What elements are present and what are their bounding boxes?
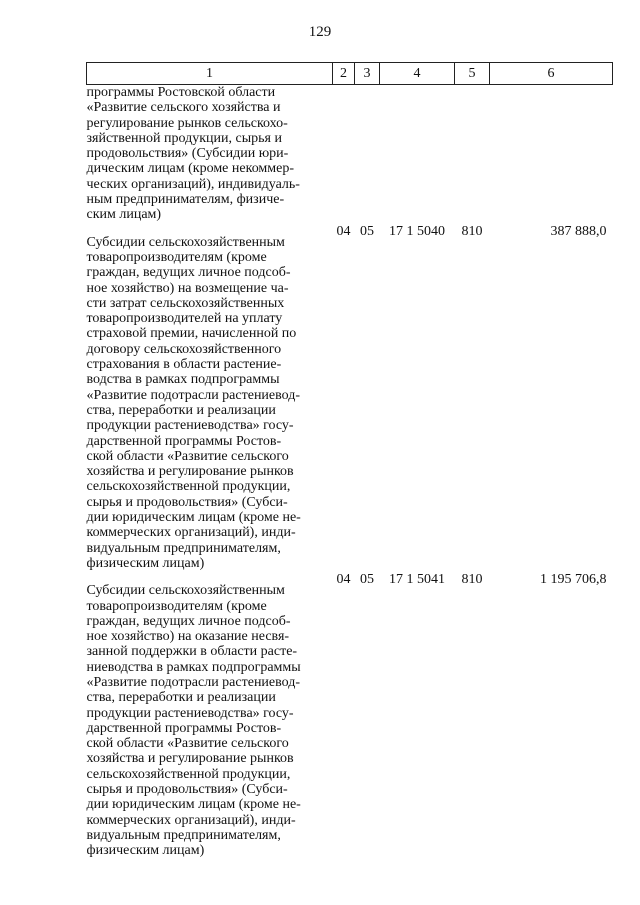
subsection-code: 05 (360, 223, 374, 239)
row-description: программы Ростовской области «Развитие сельского хозяйства и регулирование рынков сельскохо- зяйственной продукции, сырья и продовольствия» (Субсидии юри- дическим лицам (кроме некоммер- ческих организаций), индивидуаль- ным предпринимателям, физиче- ским лицам) (86, 85, 300, 223)
expense-type-code (455, 85, 490, 223)
target-article-code (380, 85, 455, 223)
table-header-row (87, 63, 613, 85)
row-description: Субсидии сельскохозяйственным товаропроизводителям (кроме граждан, ведущих личное подсоб- ное хозяйство) на возмещение ча- сти затрат сельскохозяйственных товаропроизводителей на уплату страховой премии, начисленной по договору сельскохозяйственного страхования в области растение- водства в рамках подпрограммы «Развитие подотрасли растениевод- ства, переработки и реализации продукции растениеводства» госу- дарственной программы Ростов- ской области «Развитие сельского хозяйства и регулирование рынков сельскохозяйственной продукции, сырья и продовольствия» (Субси- дии юридическим лицам (кроме не- коммерческих организаций), инди- видуальным предпринимателям, физическим лицам) (86, 234, 301, 571)
section-code: 04 (336, 223, 351, 239)
amount: 387 888,0 (550, 223, 607, 239)
budget-table (86, 62, 613, 859)
expense-type-code: 810 (461, 572, 483, 588)
amount: 1 195 706,8 (540, 572, 607, 588)
column-header: 4 (380, 63, 455, 85)
subsection-code (355, 85, 380, 223)
column-header: 6 (490, 63, 613, 85)
target-article-code: 17 1 5041 (389, 572, 445, 588)
section-code (333, 85, 355, 223)
column-header: 3 (355, 63, 380, 85)
column-header: 5 (455, 63, 490, 85)
page-number: 129 (308, 24, 332, 40)
table-row (87, 223, 613, 572)
table-row (87, 571, 613, 858)
column-header: 2 (333, 63, 355, 85)
expense-type-code: 810 (461, 223, 483, 239)
section-code: 04 (336, 572, 351, 588)
table-row (87, 85, 613, 223)
amount (490, 85, 613, 223)
subsection-code: 05 (360, 572, 374, 588)
row-description: Субсидии сельскохозяйственным товаропроизводителям (кроме граждан, ведущих личное подсоб- ное хозяйство) на оказание несвя- занной поддержки в области расте- ниеводства в рамках подпрограммы «Развитие подотрасли растениевод- ства, переработки и реализации продукции растениеводства» госу- дарственной программы Ростов- ской области «Развитие сельского хозяйства и регулирование рынков сельскохозяйственной продукции, сырья и продовольствия» (Субси- дии юридическим лицам (кроме не- коммерческих организаций), инди- видуальным предпринимателям, физическим лицам) (86, 583, 301, 859)
target-article-code: 17 1 5040 (389, 223, 445, 239)
column-header: 1 (87, 63, 333, 85)
